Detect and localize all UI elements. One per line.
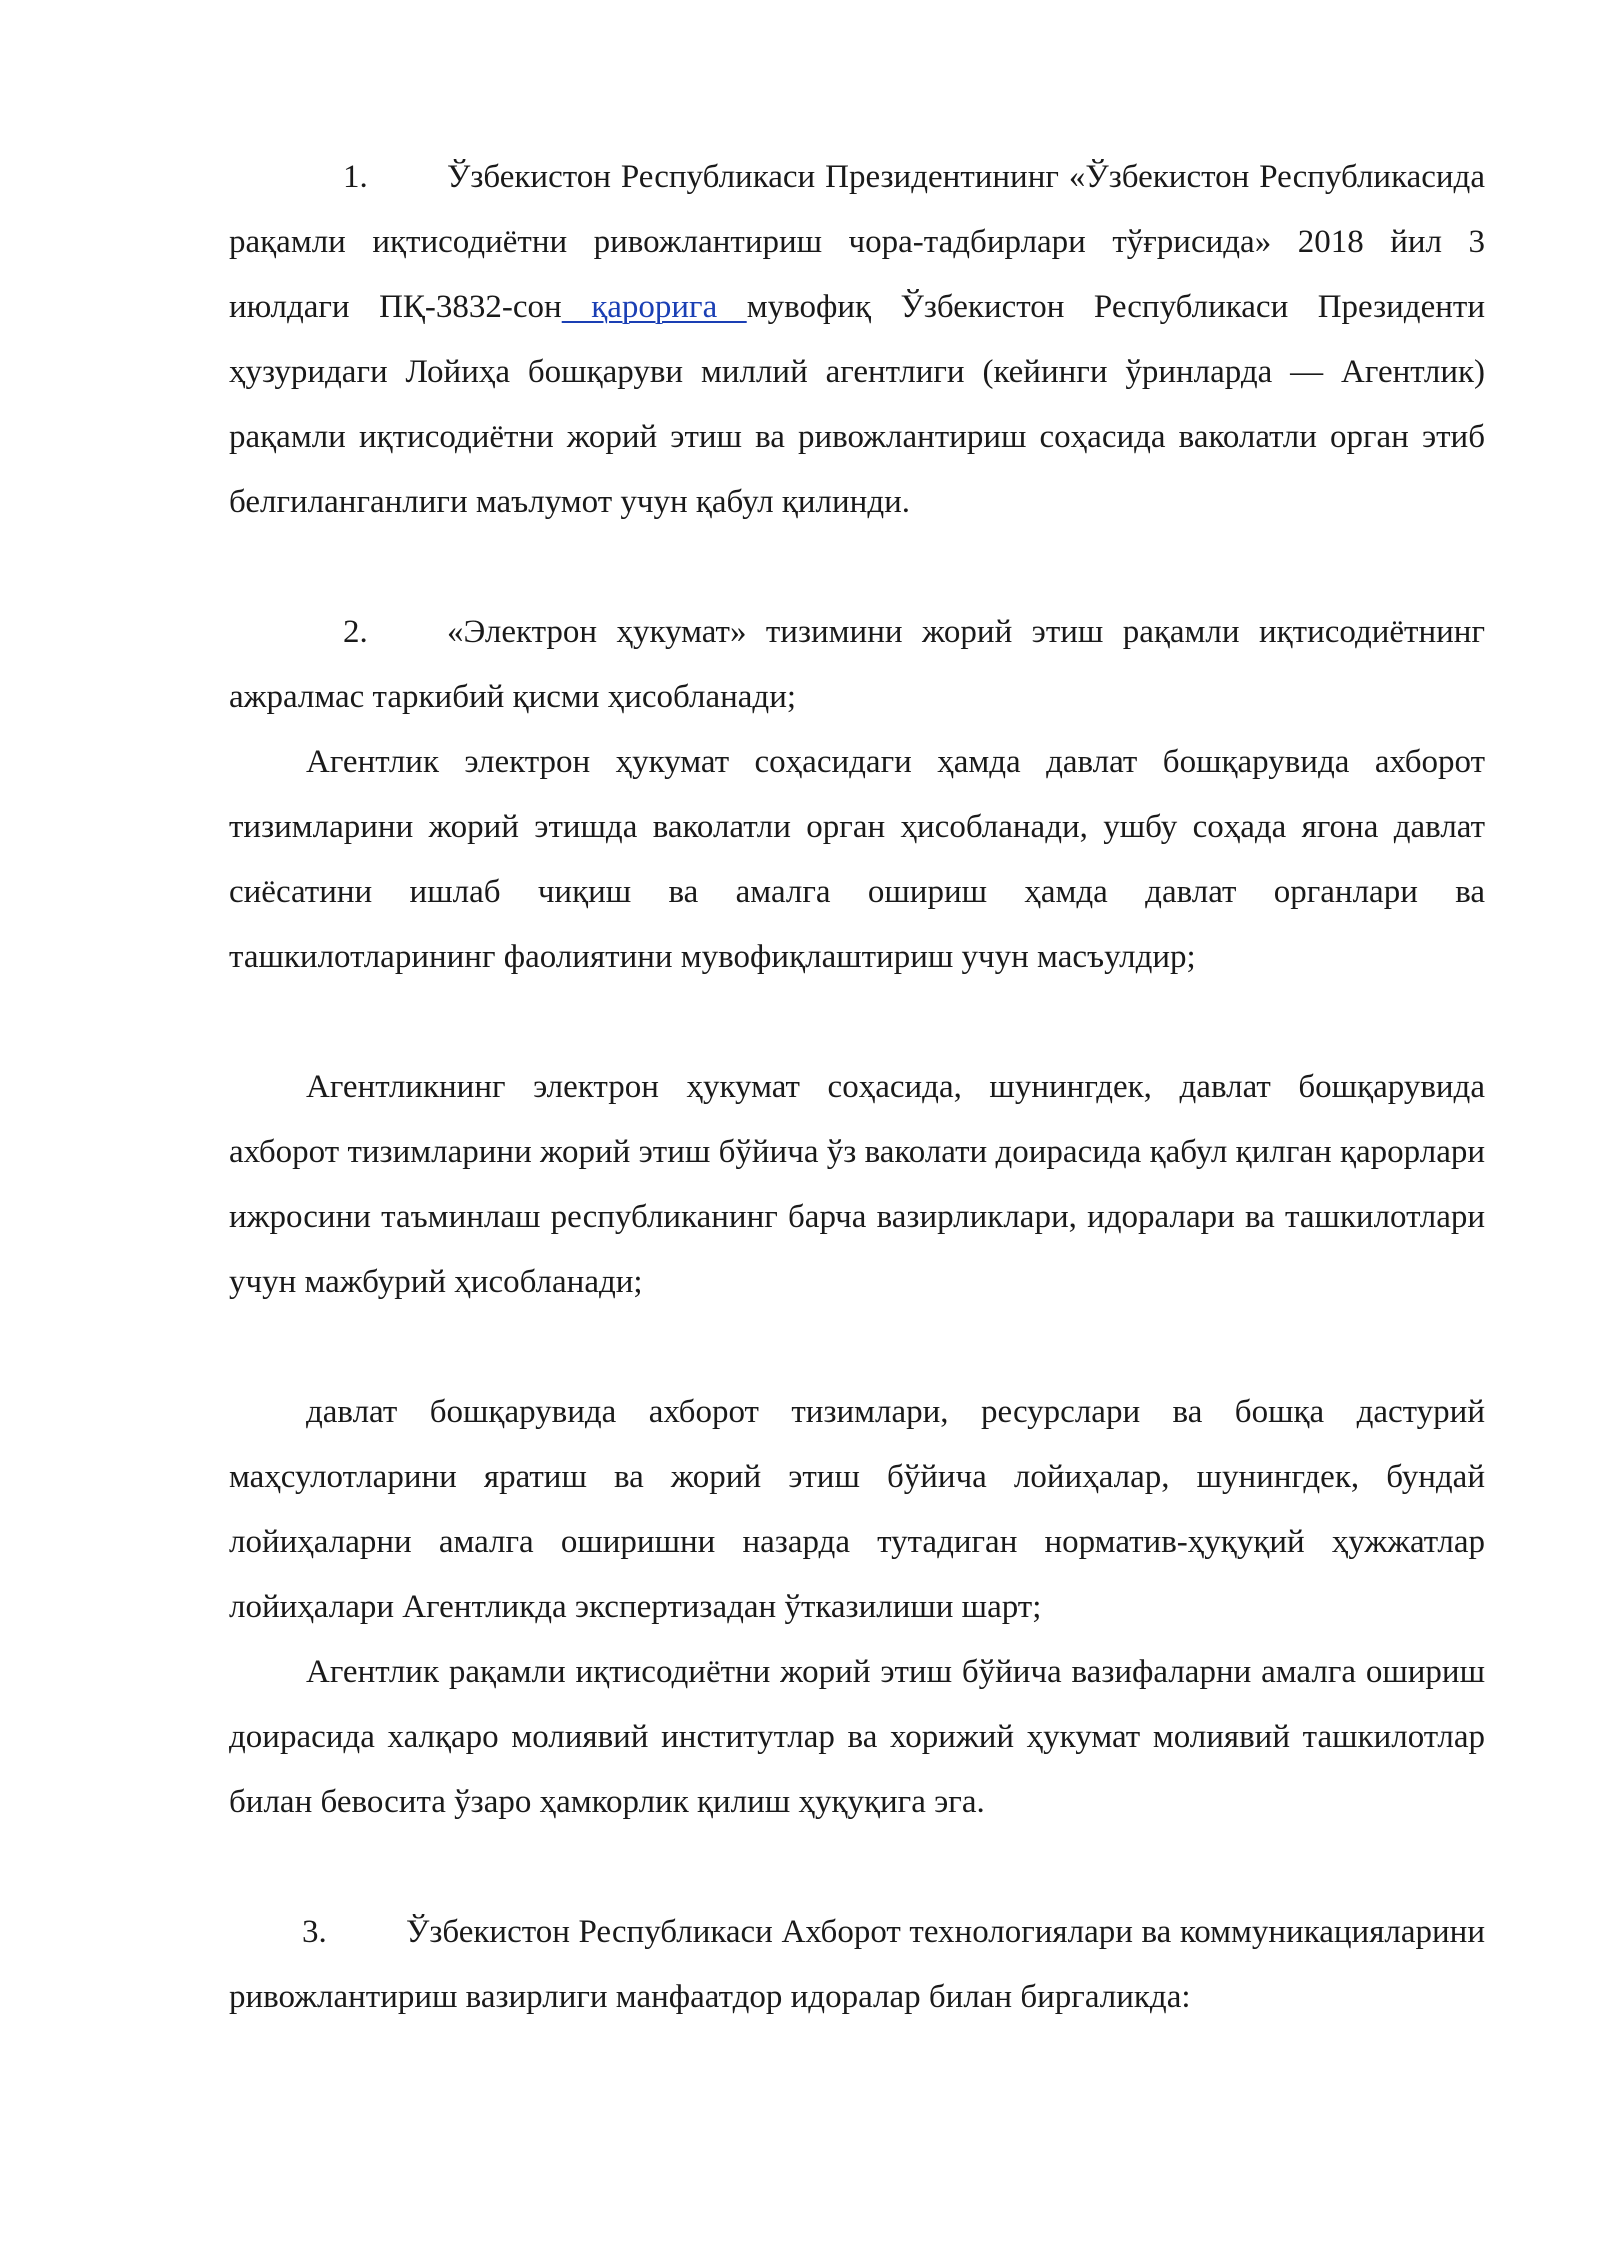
resolution-link[interactable]: қарорига bbox=[561, 289, 747, 325]
paragraph-item-1 bbox=[229, 145, 1485, 535]
item-1-text-end: мувофиқ Ўзбекистон Республикаси Президенти ҳузуридаги Лойиҳа бошқаруви миллий агентлиги (кейинги ўринларда — Агентлик) рақамли иқтисодиётни жорий этиш ва ривожлантириш соҳасида ваколатли орган этиб белгиланганлиги маълумот учун қабул қилинди. bbox=[229, 289, 1485, 520]
paragraph-agency-decisions: Агентликнинг электрон ҳукумат соҳасида, шунингдек, давлат бошқарувида ахборот тизимларини жорий этиш бўйича ўз ваколати доирасида қабул қилган қарорлари ижросини таъминлаш республиканинг барча вазирликлари, идоралари ва ташкилотлари учун мажбурий ҳисобланади; bbox=[229, 1069, 1485, 1300]
item-1-text-start: Ўзбекистон Республикаси Президентининг «Ўзбекистон Республикасида рақамли иқтисодиётни ривожлантириш чора-тадбирлари тўғрисида» 2018 йил 3 июлдаги ПҚ-3832-сон bbox=[229, 159, 1485, 325]
paragraph-international-cooperation: Агентлик рақамли иқтисодиётни жорий этиш бўйича вазифаларни амалга ошириш доирасида халқаро молиявий институтлар ва хорижий ҳукумат молиявий ташкилотлар билан бевосита ўзаро ҳамкорлик қилиш ҳуқуқига эга. bbox=[229, 1654, 1485, 1820]
paragraph-item-3 bbox=[229, 1900, 1485, 2030]
paragraph-agency-authority: Агентлик электрон ҳукумат соҳасидаги ҳамда давлат бошқарувида ахборот тизимларини жорий этишда ваколатли орган ҳисобланади, ушбу соҳада ягона давлат сиёсатини ишлаб чиқиш ва амалга ошириш ҳамда давлат органлари ва ташкилотларининг фаолиятини мувофиқлаштириш учун масъулдир; bbox=[229, 744, 1485, 975]
item-number: 1. bbox=[343, 159, 368, 195]
item-3-text: Ўзбекистон Республикаси Ахборот технологиялари ва коммуникацияларини ривожлантириш вазирлиги манфаатдор идоралар билан биргаликда: bbox=[229, 1914, 1485, 2015]
item-2-text: «Электрон ҳукумат» тизимини жорий этиш рақамли иқтисодиётнинг ажралмас таркибий қисми ҳисобланади; bbox=[229, 614, 1485, 715]
paragraph-state-systems-expertise: давлат бошқарувида ахборот тизимлари, ресурслари ва бошқа дастурий маҳсулотларини яратиш ва жорий этиш бўйича лойиҳалар, шунингдек, бундай лойиҳаларни амалга оширишни назарда тутадиган норматив-ҳуқуқий ҳужжатлар лойиҳалари Агентликда экспертизадан ўтказилиши шарт; bbox=[229, 1394, 1485, 1625]
item-number: 3. bbox=[302, 1914, 327, 1950]
document-page bbox=[229, 0, 1485, 2262]
paragraph-item-2 bbox=[229, 600, 1485, 730]
item-number: 2. bbox=[343, 614, 368, 650]
